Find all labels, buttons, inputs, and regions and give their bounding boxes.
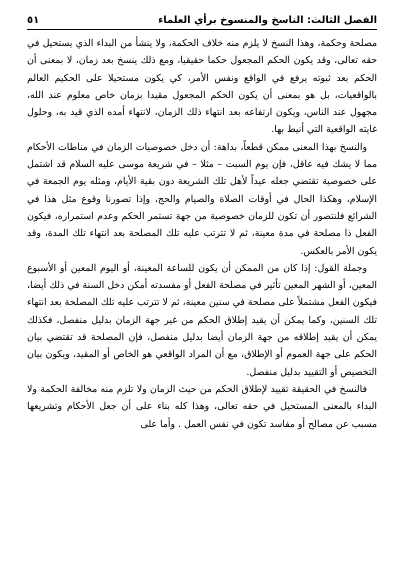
page-number: ٥١ bbox=[27, 15, 40, 26]
running-header bbox=[27, 12, 377, 28]
paragraph: والنسخ بهذا المعنى ممكن قطعاً، بداهة: أن دخل خصوصيات الزمان في مناطات الأحكام مما لا يشك فيه عاقل، فإن يوم السبت – مثلا – في شريعة موسى عليه السلام قد اشتمل على خصوصية تقتضي جعله عيداً لأهل تلك الشريعة دون بقية الأيام، ومثله يوم الجمعة في الإسلام، وهكذا الحال في أوقات الصلاة والصيام والحج، وإذا تصورنا وقوع مثل هذا في الشرائع فلنتصور أن تكون للزمان خصوصية من جهة تستمر الحكم وعدم استمراره، فيكون الفعل ذا مصلحة في مدة معينة، ثم لا تترتب عليه تلك المصلحة بعد انتهاء تلك المدة، وقد يكون الأمر بالعكس. bbox=[27, 141, 377, 257]
paragraph: وجملة القول: إذا كان من الممكن أن يكون للساعة المعينة، أو اليوم المعين أو الأسبوع المعين، أو الشهر المعين تأثير في مصلحة الفعل أو مفسدته أمكن دخل السنة في ذلك أيضا، فيكون الفعل مشتملاً على مصلحة في سنين معينة، ثم لا تترتب عليه تلك المصلحة بعد انتهاء تلك السنين، وكما يمكن أن يقيد إطلاق الحكم من غير جهة الزمان بدليل منفصل، فكذلك يمكن أن يقيد إطلاقه من جهة الزمان أيضا بدليل منفصل، فإن المصلحة قد تقتضي بيان الحكم على جهة العموم أو الإطلاق، مع أن المراد الواقعي هو الخاص أو المقيد، ويكون بيان التخصيص أو التقييد بدليل منفصل. bbox=[27, 262, 377, 378]
header-rule bbox=[27, 29, 377, 30]
paragraph: فالنسخ في الحقيقة تقييد لإطلاق الحكم من حيث الزمان ولا تلزم منه مخالفة الحكمة ولا البداء بالمعنى المستحيل في حقه تعالى، وهذا كله بناء على أن جعل الأحكام وتشريعها مسبب عن مصالح أو مفاسد تكون في نفس العمل . وأما على bbox=[27, 383, 377, 430]
body-text bbox=[27, 35, 377, 433]
header-title: الفصل الثالث: الناسخ والمنسوخ برأي العلماء bbox=[158, 15, 377, 26]
paragraph: مصلحة وحكمة، وهذا النسخ لا يلزم منه خلاف الحكمة، ولا ينشأ من البداء الذي يستحيل في حقه تعالى، وقد يكون الحكم المجعول حكما حقيقيا، ومع ذلك ينسخ بعد زمان، لا بمعنى أن الحكم بعد ثبوته يرفع في الواقع ونفس الأمر، كي يكون مستحيلا على الحكيم العالم بالواقعيات، بل هو بمعنى أن يكون الحكم المجعول مقيدا بزمان خاص معلوم عند الله، مجهول عند الناس، ويكون ارتفاعه بعد انتهاء ذلك الزمان، لانتهاء أمده الذي قيد به، وحلول غايته الواقعية التي أنيط بها. bbox=[27, 38, 377, 136]
